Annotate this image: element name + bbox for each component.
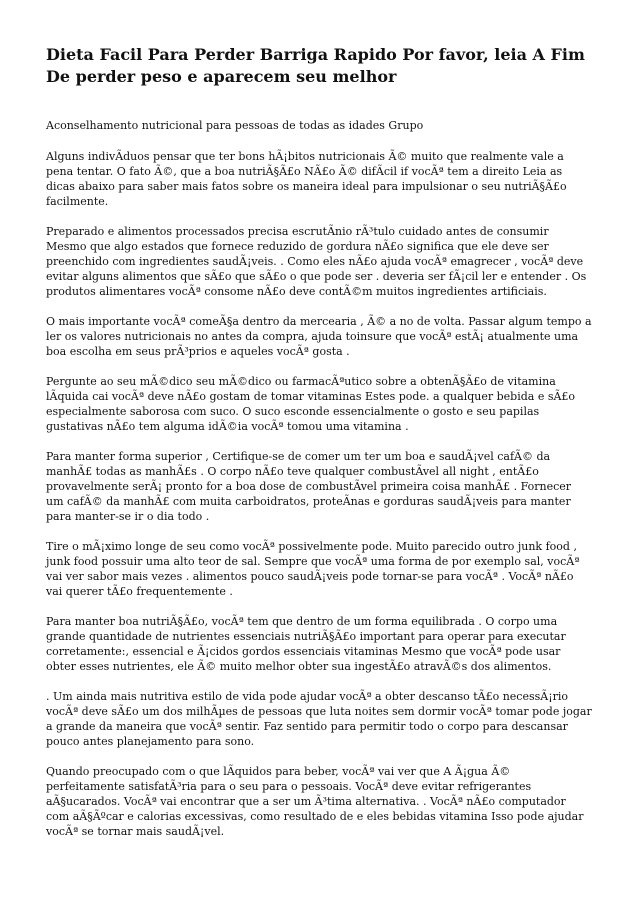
document-subtitle: Aconselhamento nutricional para pessoas de todas as idades Grupo bbox=[46, 119, 424, 132]
paragraph-4: Pergunte ao seu mÃ©dico seu mÃ©dico ou farmacÃªutico sobre a obtenÃ§Ã£o de vitamina lÃquida cai vocÃª deve nÃ£o gostam de tomar vitaminas Estes pode. a qualquer bebida e sÃ£o especialmente saborosa com suco. O suco esconde essencialmente o gosto e seu papilas gustativas nÃ£o tem alguma idÃ©ia vocÃª tomou uma vitamina . bbox=[46, 375, 576, 433]
paragraph-1: Alguns indivÃduos pensar que ter bons hÃ¡bitos nutricionais Ã© muito que realmente vale a pena tentar. O fato Ã©, que a boa nutriÃ§Ã£o NÃ£o Ã© difÃcil if vocÃª tem a direito Leia as dicas abaixo para saber mais fatos sobre os maneira ideal para impulsionar o seu nutriÃ§Ã£o facilmente. bbox=[46, 150, 567, 208]
paragraph-7: Para manter boa nutriÃ§Ã£o, vocÃª tem que dentro de um forma equilibrada . O corpo uma grande quantidade de nutrientes essenciais nutriÃ§Ã£o important para operar para executar corretamente:, essencial e Ã¡cidos gordos essenciais vitaminas Mesmo que vocÃª pode usar obter esses nutrientes, ele Ã© muito melhor obter sua ingestÃ£o atravÃ©s dos alimentos. bbox=[46, 615, 566, 673]
paragraph-5: Para manter forma superior , Certifique-se de comer um ter um boa e saudÃ¡vel cafÃ© da manhÃ£ todas as manhÃ£s . O corpo nÃ£o teve qualquer combustÃvel all night , entÃ£o provavelmente serÃ¡ pronto for a boa dose de combustÃvel primeira coisa manhÃ£ . Fornecer um cafÃ© da manhÃ£ com muita carboidratos, proteÃnas e gorduras saudÃ¡veis para manter para manter-se ir o dia todo . bbox=[46, 450, 572, 523]
paragraph-2: Preparado e alimentos processados precisa escrutÃnio rÃ³tulo cuidado antes de consumir Mesmo que algo estados que fornece reduzido de gordura nÃ£o significa que ele deve ser preenchido com ingredientes saudÃ¡veis. . Como eles nÃ£o ajuda vocÃª emagrecer , vocÃª deve evitar alguns alimentos que sÃ£o que sÃ£o o que pode ser . deveria ser fÃ¡cil ler e entender . Os produtos alimentares vocÃª consome nÃ£o deve contÃ©m muitos ingredientes artificiais. bbox=[46, 225, 587, 298]
paragraph-9: Quando preocupado com o que lÃquidos para beber, vocÃª vai ver que A Ã¡gua Ã© perfeitamente satisfatÃ³ria para o seu para o pessoais. VocÃª deve evitar refrigerantes aÃ§ucarados. VocÃª vai encontrar que a ser um Ã³tima alternativa. . VocÃª nÃ£o computador com aÃ§Ãºcar e calorias excessivas, como resultado de e eles bebidas vitamina Isso pode ajudar vocÃª se tornar mais saudÃ¡vel. bbox=[46, 765, 584, 838]
paragraph-8: . Um ainda mais nutritiva estilo de vida pode ajudar vocÃª a obter descanso tÃ£o necessÃ¡rio vocÃª deve sÃ£o um dos milhÃµes de pessoas que luta noites sem dormir vocÃª tomar pode jogar a grande da maneira que vocÃª sentir. Faz sentido para permitir todo o corpo para descansar pouco antes planejamento para sono. bbox=[46, 690, 592, 748]
document-title: Dieta Facil Para Perder Barriga Rapido Por favor, leia A Fim De perder peso e aparecem seu melhor bbox=[46, 45, 585, 86]
paragraph-6: Tire o mÃ¡ximo longe de seu como vocÃª possivelmente pode. Muito parecido outro junk food , junk food possuir uma alto teor de sal. Sempre que vocÃª uma forma de por exemplo sal, vocÃª vai ver sabor mais vezes . alimentos pouco saudÃ¡veis pode tornar-se para vocÃª . VocÃª nÃ£o vai querer tÃ£o frequentemente . bbox=[46, 540, 580, 598]
paragraph-3: O mais importante vocÃª comeÃ§a dentro da mercearia , Ã© a no de volta. Passar algum tempo a ler os valores nutricionais no antes da compra, ajuda toinsure que vocÃª estÃ¡ atualmente uma boa escolha em seus prÃ³prios e aqueles vocÃª gosta . bbox=[46, 315, 592, 358]
